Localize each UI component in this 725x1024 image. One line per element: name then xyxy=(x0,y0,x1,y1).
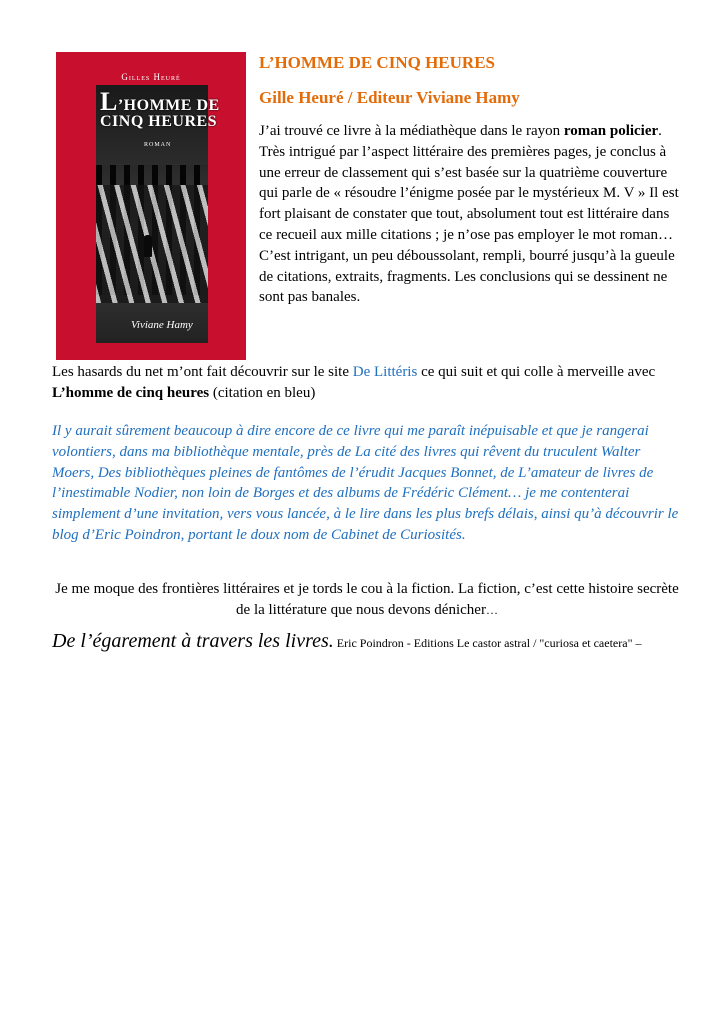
cover-publisher: Viviane Hamy xyxy=(131,319,193,331)
closing-line xyxy=(52,631,692,654)
cover-author: Gilles Heuré xyxy=(121,72,181,82)
discovery-text-2: ce qui suit et qui colle à merveille avec xyxy=(417,364,656,380)
cover-title-initial: L xyxy=(100,87,118,116)
discovery-text-1: Les hasards du net m’ont fait découvrir sur le site xyxy=(52,364,353,380)
cover-light-beams xyxy=(96,185,208,303)
intro-text-1: J’ai trouvé ce livre à la médiathèque dans le rayon xyxy=(259,123,564,139)
intro-paragraph xyxy=(259,121,679,308)
article-title: L’HOMME DE CINQ HEURES xyxy=(259,53,495,72)
closing-title: De l’égarement à travers les livres. xyxy=(52,630,334,652)
intro-text-2: . Très intrigué par l’aspect littéraire des premières pages, je conclus à une erreur de classement qui s’est basée sur la quatrième couverture qui parle de « résoudre l’énigme posée par le mystérieux M. V » Il est fort plaisant de constater que tout, absolument tout est littéraire dans ce recueil aux mille citations ; je n’ose pas employer le mot roman… C’est intrigant, un peu déboussolant, rempli, bourré jusqu’à la gueule de citations, extraits, fragments. Les conclusions qui se dessinent ne sont pas banales. xyxy=(259,123,679,306)
centered-ellipsis: … xyxy=(485,602,498,617)
cover-genre: ROMAN xyxy=(144,142,172,148)
quote-paragraph: Il y aurait sûrement beaucoup à dire encore de ce livre qui me paraît inépuisable et que je rangerai volontiers, dans ma bibliothèque mentale, près de La cité des livres qui rêvent du truculent Walter Moers, Des bibliothèques pleines de fantômes de l’érudit Jacques Bonnet, de L’amateur de livres de l’inestimable Nodier, non loin de Borges et des albums de Frédéric Clément… je me contenterai simplement d’une invitation, vers vous lancée, à le lire dans les plus brefs délais, ainsi qu’à découvrir le blog d’Eric Poindron, portant le doux nom de Cabinet de Curiosités. xyxy=(52,423,679,543)
centered-text: Je me moque des frontières littéraires et je tords le cou à la fiction. La fiction, c’est cette histoire secrète de la littérature que nous devons dénicher xyxy=(55,581,679,618)
closing-source: Eric Poindron - Editions Le castor astral / "curiosa et caetera" – xyxy=(333,636,642,650)
cover-walking-figure xyxy=(144,235,152,257)
book-cover-image xyxy=(56,52,246,360)
discovery-bold-title: L’homme de cinq heures xyxy=(52,384,210,401)
cover-title xyxy=(100,87,220,130)
de-literis-link[interactable]: De Littéris xyxy=(352,364,418,380)
article-subtitle: Gille Heuré / Editeur Viviane Hamy xyxy=(259,88,520,107)
article-header-block xyxy=(259,52,679,308)
cover-title-line2: CINQ HEURES xyxy=(100,113,218,130)
intro-bold: roman policier xyxy=(563,123,659,139)
centered-citation xyxy=(52,579,682,621)
discovery-paragraph xyxy=(52,362,682,404)
cover-title-line1: ’HOMME DE xyxy=(117,97,220,114)
discovery-text-3: (citation en bleu) xyxy=(209,384,316,401)
